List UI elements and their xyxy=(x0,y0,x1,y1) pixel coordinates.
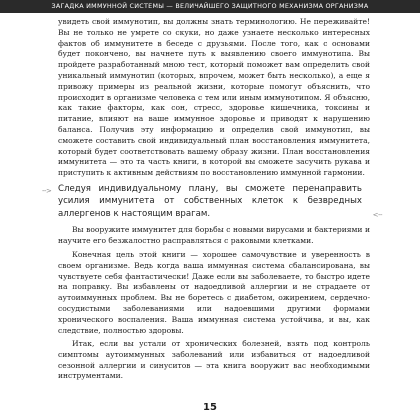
body-paragraph-1: увидеть свой иммунотип, вы должны знать терминологию. Не переживайте! Вы не только не умрете со скуки, но даже узнаете несколько интересных фактов об иммунитете в беседе с друзьями. После того, как с основами будет покончено, вы начнете путь к выявлению своего иммунотипа. Вы пройдете разработанный мною тест, который поможет вам определить свой уникальный иммунотип (которых, впрочем, может быть несколько), а еще я привожу примеры из реальной жизни, которые помогут объяснить, что происходит в организме человека с тем или иным иммунотипом. Я объясню, как такие факторы, как сон, стресс, здоровье кишечника, токсины и питание, влияют на ваше иммунное здоровье и приводят к нарушению баланса. Получив эту информацию и определив свой иммунотип, вы сможете составить свой индивидуальный план восстановления иммунитета, который будет соответствовать вашему образу жизни. План восстановления иммунитета — это та часть книги, в которой вы сможете засучить рукава и приступить к активным действиям по восстановлению иммунной гармонии. xyxy=(58,17,370,178)
body-paragraph-3: Конечная цель этой книги — хорошее самочувствие и уверенность в своем организме. Ведь когда ваша иммунная система сбалансирована, вы чувствуете себя фантастически! Даже если вы заболеваете, то быстро идете на поправку. Вы избавлены от надоедливой аллергии и не страдаете от аутоиммунных проблем. Вы не боретесь с диабетом, ожирением, сердечно-сосудистыми заболеваниями или надоевшими другими формами хронического воспаления. Ваша иммунная система устойчива, и вы, как следствие, полностью здоровы. xyxy=(58,250,370,335)
running-header: ЗАГАДКА ИММУННОЙ СИСТЕМЫ — ВЕЛИЧАЙШЕГО ЗАЩИТНОГО МЕХАНИЗМА ОРГАНИЗМА xyxy=(0,0,420,13)
body-paragraph-4: Итак, если вы устали от хронических болезней, взять под контроль симптомы аутоиммунных заболеваний или избавиться от надоедливой сезонной аллергии и синуситов — эта книга вооружит вас необходимыми инструментами. xyxy=(58,339,370,381)
pull-quote-text: Следуя индивидуальному плану, вы сможете перенаправить усилия иммунитета от собственных клеток к безвредных аллергенов к настоящим врагам. xyxy=(58,184,362,219)
quote-open-arrow-icon: --> xyxy=(42,187,52,195)
body-paragraph-2: Вы вооружите иммунитет для борьбы с новыми вирусами и бактериями и научите его безжалостно расправляться с раковыми клетками. xyxy=(58,225,370,245)
pull-quote xyxy=(42,183,382,221)
page-number: 15 xyxy=(203,402,217,413)
quote-close-arrow-icon: <-- xyxy=(372,211,382,219)
